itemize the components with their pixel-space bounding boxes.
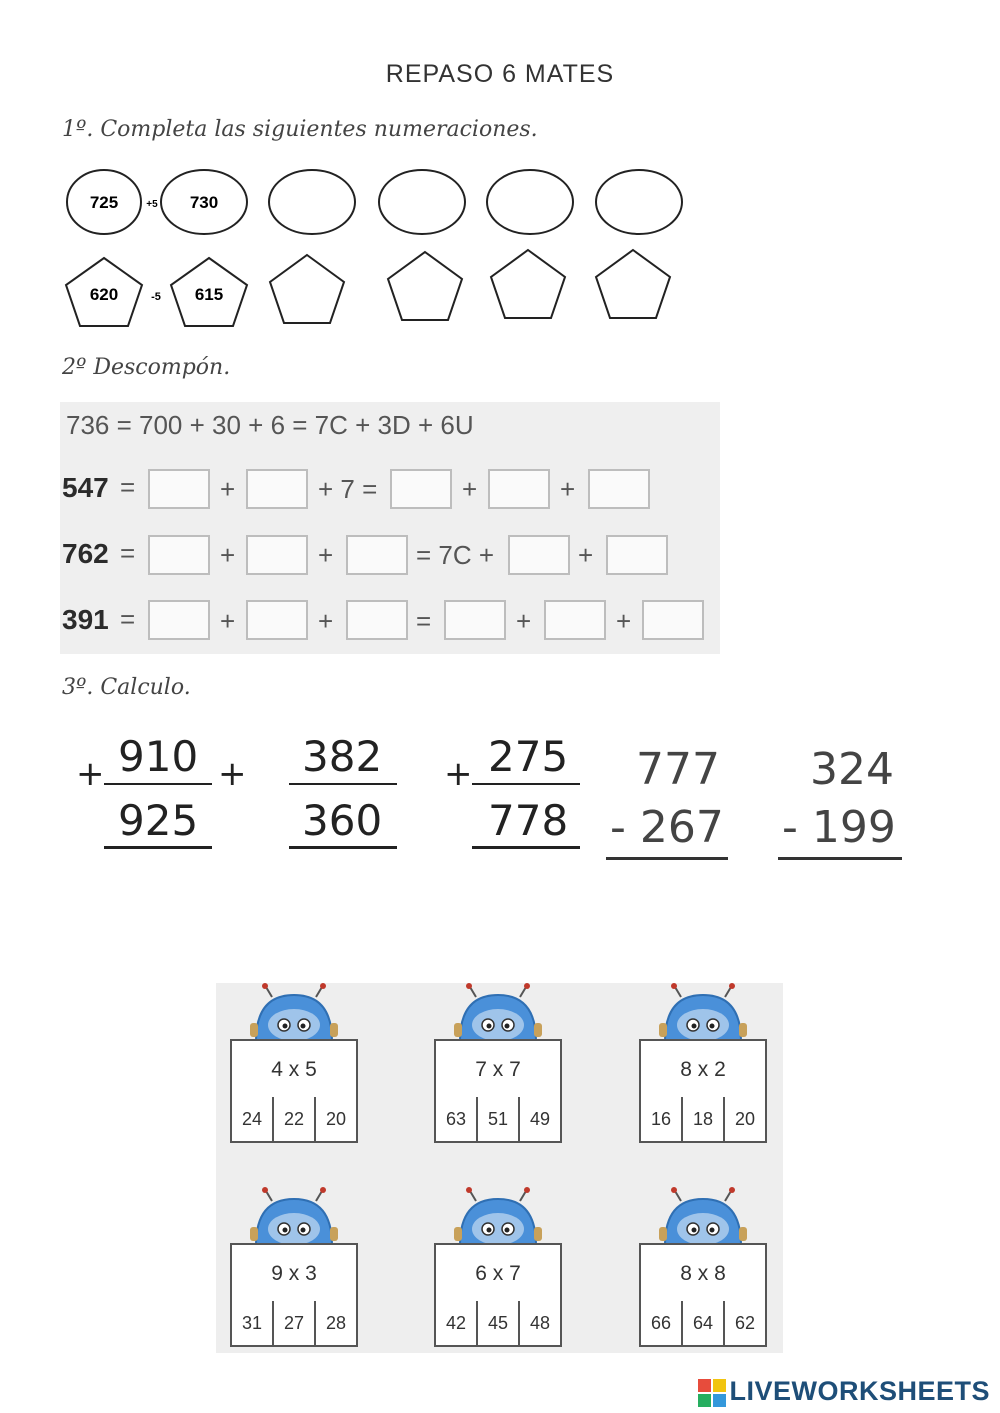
- row3-box-4[interactable]: [444, 600, 506, 640]
- mult-options: [639, 1097, 767, 1143]
- section2-heading: 2º Descompón.: [62, 355, 231, 380]
- mult-option[interactable]: 20: [314, 1097, 356, 1141]
- mult-option[interactable]: 28: [314, 1301, 356, 1345]
- mult-option[interactable]: 64: [681, 1301, 723, 1345]
- mult-option[interactable]: 42: [445, 1312, 467, 1333]
- sub1-answer-line[interactable]: [606, 857, 728, 860]
- oval-2-value: 730: [189, 193, 219, 212]
- robot-icon: [448, 1187, 548, 1247]
- mult-options: [230, 1097, 358, 1143]
- liveworksheets-icon: [698, 1379, 726, 1407]
- pentagon-row: [66, 250, 670, 326]
- sum1-answer-line[interactable]: [104, 846, 212, 849]
- row2-plus-2: +: [318, 540, 334, 570]
- sum1-right-sign: +: [218, 754, 247, 794]
- robot-icon: [653, 1187, 753, 1247]
- row2-equals: =: [120, 538, 136, 568]
- pentagon-6[interactable]: [596, 250, 670, 318]
- row2-box-2[interactable]: [246, 535, 308, 575]
- sum3-rule: [472, 783, 580, 785]
- row3-number: 391: [62, 604, 109, 635]
- row3-box-2[interactable]: [246, 600, 308, 640]
- mult-options: [639, 1301, 767, 1347]
- row1-plus-3: +: [560, 474, 576, 504]
- section1-heading: 1º. Completa las siguientes numeraciones.: [62, 117, 538, 142]
- row1-given: + 7 =: [318, 474, 378, 504]
- oval-row: [67, 170, 682, 234]
- mult-option[interactable]: 66: [650, 1312, 672, 1333]
- oval-6[interactable]: [596, 170, 682, 234]
- row1-box-1[interactable]: [148, 469, 210, 509]
- pentagon-5[interactable]: [491, 250, 565, 318]
- row1-box-3[interactable]: [390, 469, 452, 509]
- row2-plus-1: +: [220, 540, 236, 570]
- mult-expression: 9 x 3: [230, 1243, 358, 1305]
- sub2-top: 324: [810, 744, 894, 795]
- row3-box-6[interactable]: [642, 600, 704, 640]
- decomposition-example: 736 = 700 + 30 + 6 = 7C + 3D + 6U: [66, 410, 474, 440]
- row3-plus-3: +: [516, 606, 532, 636]
- mult-option[interactable]: 16: [650, 1108, 672, 1129]
- pentagon-3[interactable]: [270, 255, 344, 323]
- sum2-bottom: 360: [302, 796, 383, 845]
- row3-plus-4: +: [616, 606, 632, 636]
- mult-options: [230, 1301, 358, 1347]
- row2-given: = 7C +: [416, 540, 495, 570]
- mult-options: [434, 1301, 562, 1347]
- mult-option[interactable]: 20: [723, 1097, 765, 1141]
- mult-options: [434, 1097, 562, 1143]
- mult-option[interactable]: 63: [445, 1108, 467, 1129]
- row2-box-3[interactable]: [346, 535, 408, 575]
- row1-number: 547: [62, 472, 109, 503]
- oval-step-label: +5: [146, 199, 158, 210]
- sum1-left-sign: +: [76, 754, 105, 794]
- row3-box-1[interactable]: [148, 600, 210, 640]
- row1-plus-1: +: [220, 474, 236, 504]
- row1-box-2[interactable]: [246, 469, 308, 509]
- mult-option[interactable]: 27: [272, 1301, 314, 1345]
- brand-name: LIVEWORKSHEETS: [729, 1376, 990, 1406]
- oval-3[interactable]: [269, 170, 355, 234]
- row3-equals: =: [120, 604, 136, 634]
- row3-box-3[interactable]: [346, 600, 408, 640]
- row2-plus-3: +: [578, 540, 594, 570]
- multiplication-panel: [216, 983, 783, 1353]
- robot-icon: [653, 983, 753, 1043]
- pentagon-4[interactable]: [388, 252, 462, 320]
- mult-option[interactable]: 45: [476, 1301, 518, 1345]
- mult-option[interactable]: 24: [241, 1108, 263, 1129]
- page-title: REPASO 6 MATES: [385, 60, 615, 88]
- row2-box-1[interactable]: [148, 535, 210, 575]
- sub2-answer-line[interactable]: [778, 857, 902, 860]
- liveworksheets-logo: [698, 1376, 990, 1407]
- sum3-answer-line[interactable]: [472, 846, 580, 849]
- oval-1-value: 725: [89, 193, 119, 212]
- decomposition-panel: [60, 402, 720, 654]
- oval-4[interactable]: [379, 170, 465, 234]
- mult-option[interactable]: 31: [241, 1312, 263, 1333]
- mult-option[interactable]: 22: [272, 1097, 314, 1141]
- mult-option[interactable]: 49: [518, 1097, 560, 1141]
- sum3-top: 275: [488, 732, 569, 781]
- numeration-shapes: [0, 0, 1000, 340]
- sum1-bottom: 925: [118, 796, 199, 845]
- row3-plus-1: +: [220, 606, 236, 636]
- sum1-top: 910: [118, 732, 199, 781]
- row3-plus-2: +: [318, 606, 334, 636]
- mult-option[interactable]: 62: [723, 1301, 765, 1345]
- row2-box-5[interactable]: [606, 535, 668, 575]
- sum2-rule: [289, 783, 397, 785]
- robot-icon: [448, 983, 548, 1043]
- pentagon-2-value: 615: [194, 285, 224, 304]
- sum3-left-sign: +: [444, 754, 473, 794]
- row1-box-5[interactable]: [588, 469, 650, 509]
- oval-5[interactable]: [487, 170, 573, 234]
- pentagon-1-value: 620: [89, 285, 119, 304]
- mult-expression: 8 x 8: [639, 1243, 767, 1305]
- mult-expression: 8 x 2: [639, 1039, 767, 1101]
- mult-expression: 7 x 7: [434, 1039, 562, 1101]
- robot-icon: [244, 983, 344, 1043]
- mult-option[interactable]: 48: [518, 1301, 560, 1345]
- row1-plus-2: +: [462, 474, 478, 504]
- row3-equals-2: =: [416, 606, 432, 636]
- mult-option[interactable]: 18: [681, 1097, 723, 1141]
- mult-expression: 6 x 7: [434, 1243, 562, 1305]
- mult-option[interactable]: 51: [476, 1097, 518, 1141]
- row1-box-4[interactable]: [488, 469, 550, 509]
- row3-box-5[interactable]: [544, 600, 606, 640]
- robot-icon: [244, 1187, 344, 1247]
- pentagon-step-label: -5: [151, 291, 161, 303]
- sub2-bottom: - 199: [782, 802, 896, 853]
- sum2-answer-line[interactable]: [289, 846, 397, 849]
- sub1-top: 777: [636, 744, 720, 795]
- sub1-bottom: - 267: [610, 802, 724, 853]
- mult-expression: 4 x 5: [230, 1039, 358, 1101]
- row2-box-4[interactable]: [508, 535, 570, 575]
- row1-equals: =: [120, 472, 136, 502]
- sum3-bottom: 778: [488, 796, 569, 845]
- sum2-top: 382: [302, 732, 383, 781]
- row2-number: 762: [62, 538, 109, 569]
- sum1-rule: [104, 783, 212, 785]
- section3-heading: 3º. Calculo.: [62, 675, 191, 700]
